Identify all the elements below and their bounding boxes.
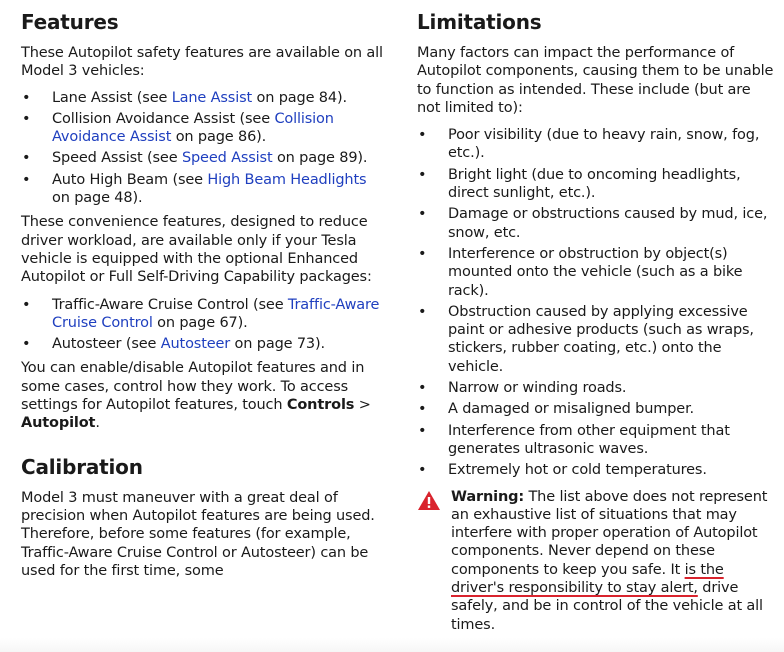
list-item: • Traffic-Aware Cruise Control (see Traffic-Aware Cruise Control on page 67). — [22, 296, 380, 331]
list-item: • Interference or obstruction by object(s) mounted onto the vehicle (such as a bike rack). — [418, 245, 743, 299]
bullet: • — [22, 89, 31, 106]
list-item: • Auto High Beam (see High Beam Headlights on page 48). — [22, 171, 367, 207]
bullet: • — [418, 127, 427, 144]
bullet: • — [22, 110, 31, 127]
left-column — [21, 10, 386, 580]
bullet: • — [418, 380, 427, 397]
bullet: • — [418, 422, 427, 439]
enable-settings-text: You can enable/disable Autopilot features and in some cases, control how they work. To access settings for Autopilot features, touch Controls > Autopilot. — [21, 360, 371, 432]
autosteer-link[interactable]: Autosteer — [160, 336, 231, 353]
calibration-heading: Calibration — [21, 454, 143, 479]
limitations-heading: Limitations — [417, 10, 542, 34]
convenience-features-list — [21, 296, 386, 354]
list-item: • Collision Avoidance Assist (see Collision Avoidance Assist on page 86). — [22, 110, 334, 146]
features-intro: These Autopilot safety features are available on all Model 3 vehicles: — [21, 45, 383, 80]
bottom-fade — [0, 638, 784, 652]
high-beam-headlights-link[interactable]: High Beam Headlights — [207, 171, 367, 188]
calibration-text: Model 3 must maneuver with a great deal of precision when Autopilot features are being used. Therefore, before some features (for example, Traffic-Aware Cruise Control or Autosteer) can be used for the first time, some — [21, 489, 375, 579]
bullet: • — [418, 462, 427, 479]
warning-callout — [417, 488, 777, 634]
convenience-intro: These convenience features, designed to reduce driver workload, are available only if your Tesla vehicle is equipped with the optional Enhanced Autopilot or Full Self-Driving Capability packages: — [21, 214, 372, 286]
list-item: • Speed Assist (see Speed Assist on page 89). — [22, 150, 368, 167]
traffic-aware-cruise-control-link[interactable]: Traffic-Aware Cruise Control — [52, 296, 380, 331]
limitations-intro: Many factors can impact the performance of Autopilot components, causing them to be unable to function as intended. These include (but are not limited to): — [417, 45, 774, 116]
list-item: • A damaged or misaligned bumper. — [418, 401, 695, 418]
list-item: • Narrow or winding roads. — [418, 380, 627, 397]
autopilot-label: Autopilot — [21, 415, 96, 432]
warning-icon — [417, 490, 441, 511]
warning-text: Warning: The list above does not represent an exhaustive list of situations that may interfere with proper operation of Autopilot components. Never depend on these components to keep you safe. It is the driver's responsibility to stay alert, drive safely, and be in control of the vehicle at all times. — [451, 488, 768, 633]
bullet: • — [418, 166, 427, 183]
features-heading: Features — [21, 10, 119, 34]
list-item: • Bright light (due to oncoming headlights, direct sunlight, etc.). — [418, 166, 741, 202]
list-item: • Poor visibility (due to heavy rain, snow, fog, etc.). — [418, 127, 760, 162]
list-item: • Extremely hot or cold temperatures. — [418, 462, 707, 479]
bullet: • — [418, 401, 427, 418]
bullet: • — [418, 206, 427, 223]
warning-label: Warning: — [451, 488, 525, 505]
right-column — [417, 10, 777, 634]
limitations-list — [417, 126, 777, 479]
safety-features-list — [21, 89, 386, 208]
bullet: • — [418, 245, 427, 262]
bullet: • — [22, 296, 31, 313]
collision-avoidance-assist-link[interactable]: Collision Avoidance Assist — [52, 110, 334, 146]
bullet: • — [418, 303, 427, 320]
bullet: • — [22, 336, 31, 353]
controls-label: Controls — [286, 397, 355, 414]
lane-assist-link[interactable]: Lane Assist — [171, 89, 253, 106]
list-item: • Obstruction caused by applying excessive paint or adhesive products (such as wraps, stickers, rubber coating, etc.) onto the vehicle. — [418, 303, 754, 375]
speed-assist-link[interactable]: Speed Assist — [181, 150, 273, 167]
list-item: • Interference from other equipment that generates ultrasonic waves. — [418, 422, 730, 457]
driver-responsibility-underlined: is the driver's responsibility to stay alert, — [451, 561, 724, 597]
list-item: • Lane Assist (see Lane Assist on page 84). — [22, 89, 347, 106]
bullet: • — [22, 150, 31, 167]
list-item: • Damage or obstructions caused by mud, ice, snow, etc. — [418, 206, 768, 241]
bullet: • — [22, 171, 31, 188]
list-item: • Autosteer (see Autosteer on page 73). — [22, 336, 325, 353]
